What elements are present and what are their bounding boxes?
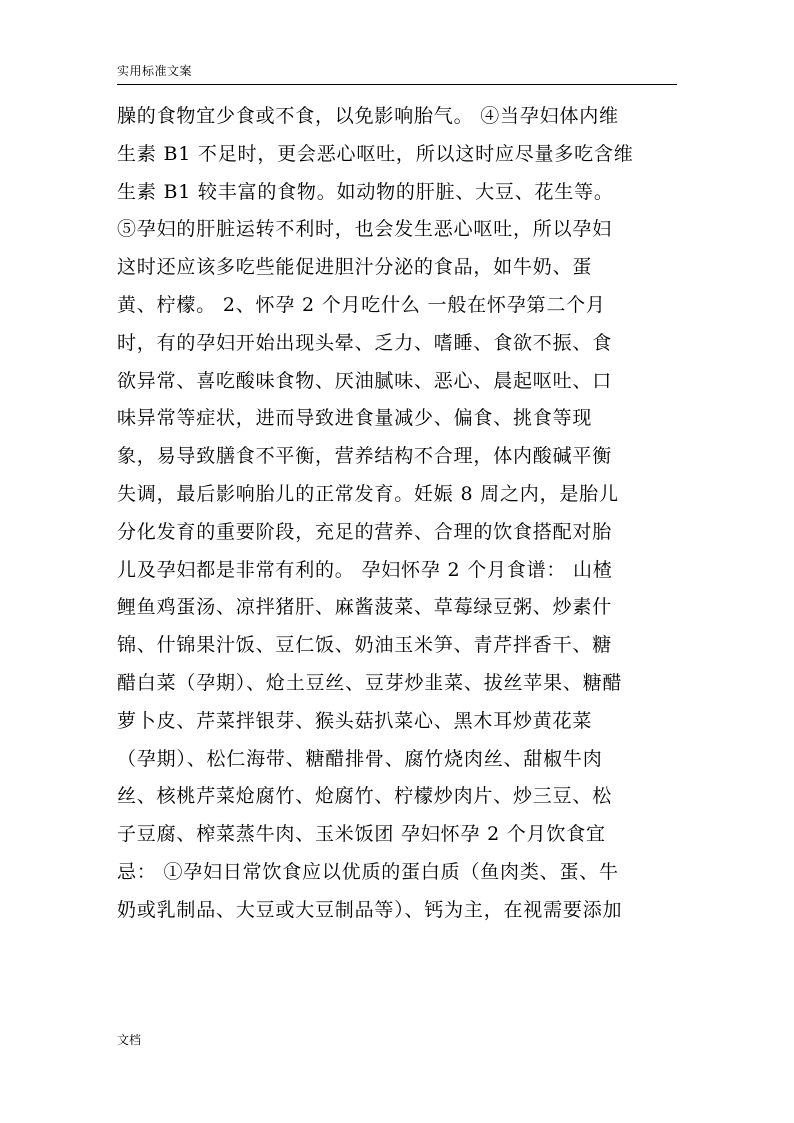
page-footer: 文档 [117, 1033, 142, 1047]
body-line: 欲异常、喜吃酸味食物、厌油腻味、恶心、晨起呕吐、口 [117, 369, 613, 392]
body-line: 忌： ①孕妇日常饮食应以优质的蛋白质（鱼肉类、蛋、牛 [117, 860, 619, 883]
body-line: 分化发育的重要阶段，充足的营养、合理的饮食搭配对胎 [117, 520, 613, 543]
document-body [117, 98, 677, 930]
body-line: 时，有的孕妇开始出现头晕、乏力、嗜睡、食欲不振、食 [117, 331, 613, 354]
body-line: 儿及孕妇都是非常有利的。 孕妇怀孕 2 个月食谱： 山楂 [117, 558, 613, 581]
header-divider [117, 84, 677, 85]
body-line: ⑤孕妇的肝脏运转不利时，也会发生恶心呕吐，所以孕妇 [117, 218, 613, 241]
body-line: 生素 B1 不足时，更会恶心呕吐，所以这时应尽量多吃含维 [117, 142, 634, 165]
body-line: 锦、什锦果汁饭、豆仁饭、奶油玉米笋、青芹拌香干、糖 [117, 634, 613, 657]
body-line: 奶或乳制品、大豆或大豆制品等）、钙为主，在视需要添加 [117, 898, 623, 921]
body-line: 醋白菜（孕期）、炝土豆丝、豆芽炒韭菜、拔丝苹果、糖醋 [117, 671, 623, 694]
body-line: 这时还应该多吃些能促进胆汁分泌的食品，如牛奶、蛋 [117, 256, 593, 279]
body-line: 象，易导致膳食不平衡，营养结构不合理，体内酸碱平衡 [117, 445, 613, 468]
page-header: 实用标准文案 [117, 64, 193, 78]
body-line: （孕期）、松仁海带、糖醋排骨、腐竹烧肉丝、甜椒牛肉 [117, 747, 603, 770]
body-line: 味异常等症状，进而导致进食量减少、偏食、挑食等现 [117, 407, 593, 430]
body-line: 臊的食物宜少食或不食，以免影响胎气。 ④当孕妇体内维 [117, 105, 619, 127]
body-line: 子豆腐、榨菜蒸牛肉、玉米饭团 孕妇怀孕 2 个月饮食宜 [117, 823, 606, 846]
body-line: 生素 B1 较丰富的食物。如动物的肝脏、大豆、花生等。 [117, 180, 614, 203]
body-line: 黄、柠檬。 2、怀孕 2 个月吃什么 一般在怀孕第二个月 [117, 293, 606, 316]
body-line: 鲤鱼鸡蛋汤、凉拌猪肝、麻酱菠菜、草莓绿豆粥、炒素什 [117, 596, 613, 619]
body-line: 丝、核桃芹菜炝腐竹、炝腐竹、柠檬炒肉片、炒三豆、松 [117, 785, 613, 808]
body-line: 萝卜皮、芹菜拌银芽、猴头菇扒菜心、黑木耳炒黄花菜 [117, 709, 593, 732]
body-line: 失调，最后影响胎儿的正常发育。妊娠 8 周之内，是胎儿 [117, 482, 619, 505]
